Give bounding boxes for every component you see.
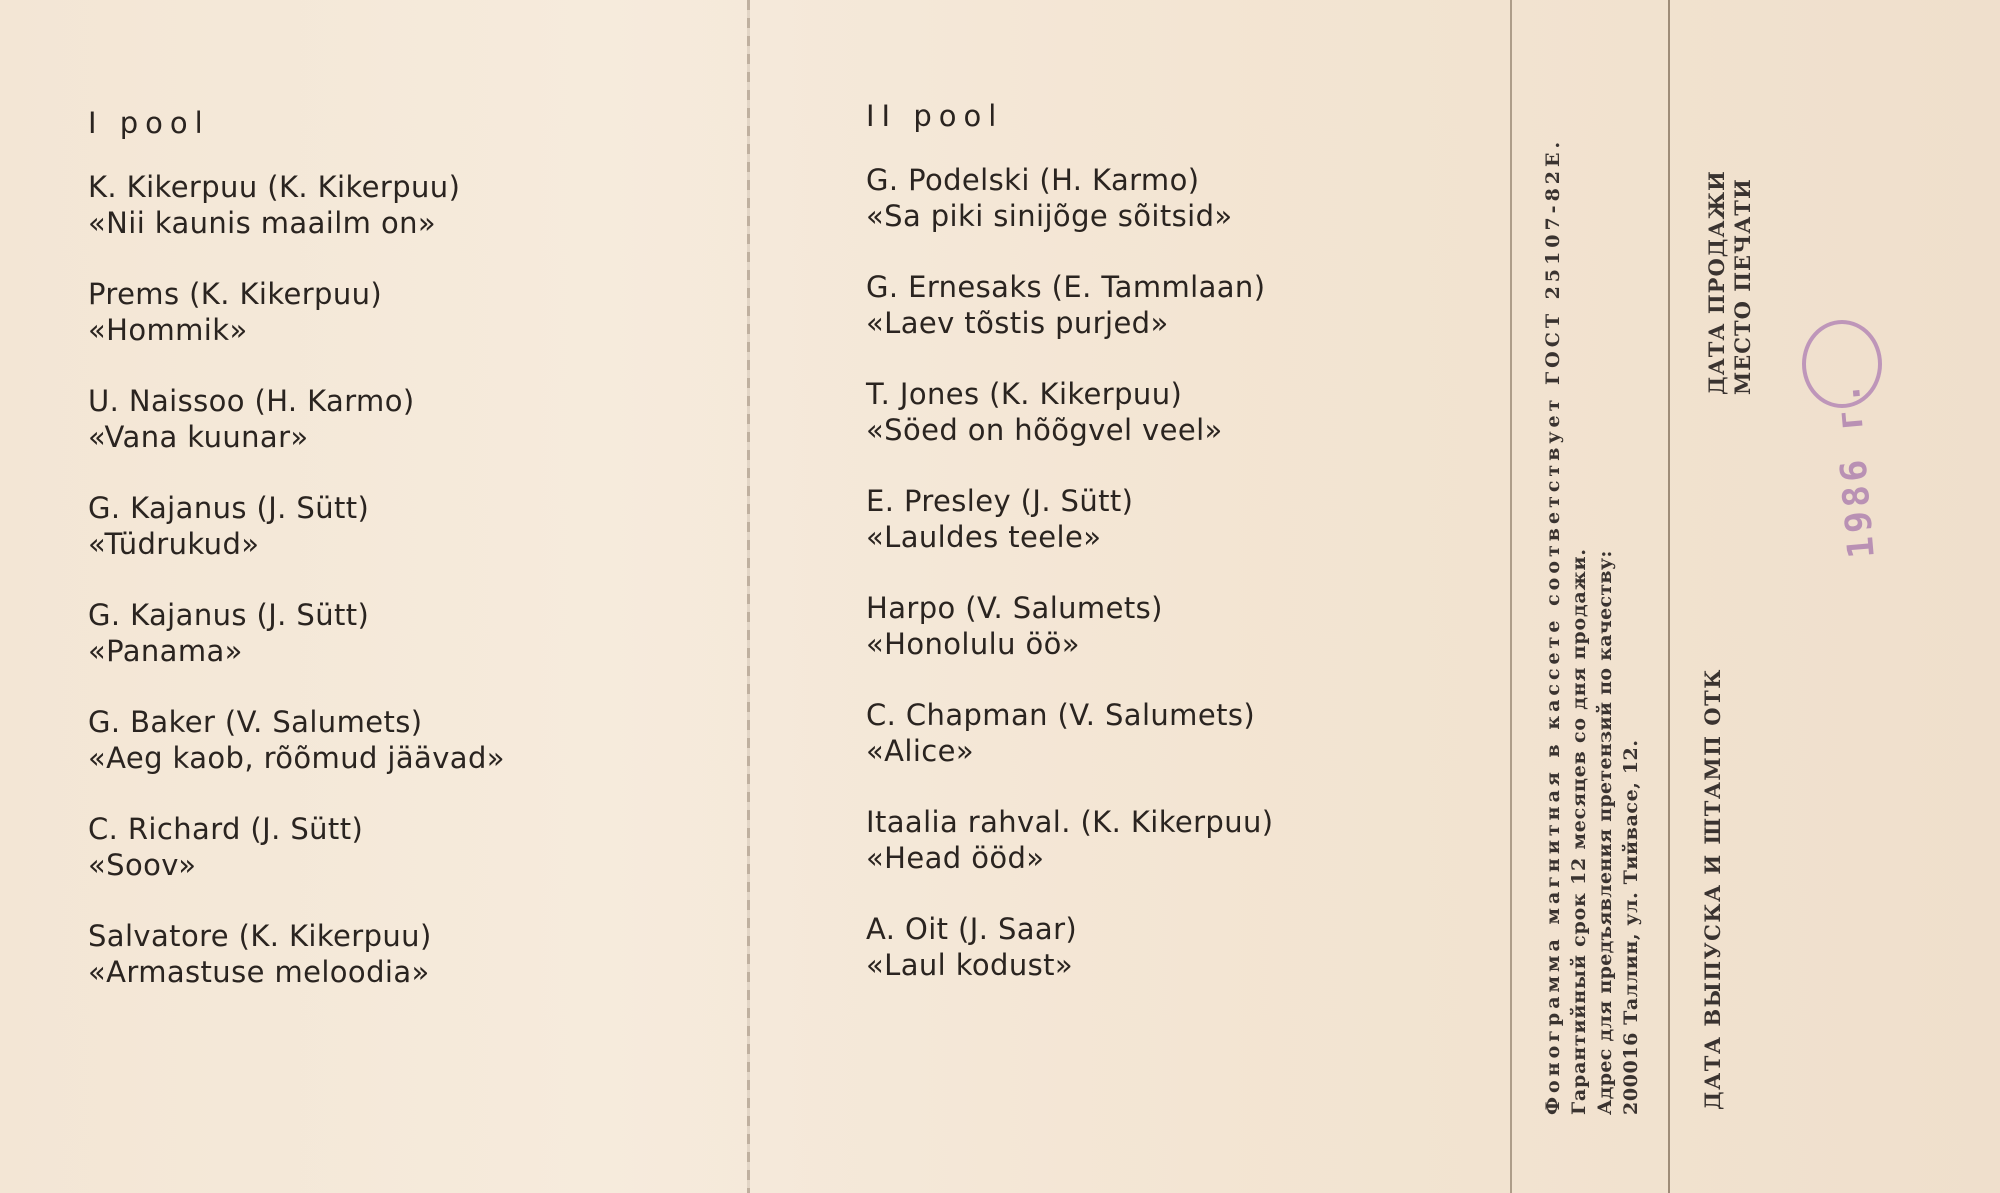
legal-notice xyxy=(1540,137,1644,1115)
track-composer: T. Jones (K. Kikerpuu) xyxy=(866,377,1183,411)
track-song: «Head ööd» xyxy=(866,841,1045,875)
track-item xyxy=(88,169,708,241)
track-composer: G. Kajanus (J. Sütt) xyxy=(88,491,370,525)
track-item xyxy=(88,811,708,883)
track-item xyxy=(866,697,1486,769)
track-item xyxy=(88,490,708,562)
track-song: «Sa piki sinijõge sõitsid» xyxy=(866,199,1233,233)
track-composer: Prems (K. Kikerpuu) xyxy=(88,277,383,311)
track-composer: C. Richard (J. Sütt) xyxy=(88,812,364,846)
track-item xyxy=(866,483,1486,555)
track-composer: C. Chapman (V. Salumets) xyxy=(866,698,1256,732)
track-item xyxy=(866,376,1486,448)
track-song: «Laev tõstis purjed» xyxy=(866,306,1169,340)
track-composer: G. Podelski (H. Karmo) xyxy=(866,163,1200,197)
track-item xyxy=(866,590,1486,662)
otk-stamp-label: ДАТА ВЫПУСКА И ШТАМП ОТК xyxy=(1700,668,1725,1110)
track-composer: U. Naissoo (H. Karmo) xyxy=(88,384,415,418)
track-item xyxy=(88,276,708,348)
legal-gost-line: Фонограмма магнитная в кассете соответствует ГОСТ 25107-82Е. xyxy=(1542,137,1564,1115)
track-composer: Harpo (V. Salumets) xyxy=(866,591,1163,625)
track-song: «Aeg kaob, rõõmud jäävad» xyxy=(88,741,505,775)
track-composer: K. Kikerpuu (K. Kikerpuu) xyxy=(88,170,461,204)
legal-warranty-line: Гарантийный срок 12 месяцев со дня продажи. xyxy=(1568,548,1590,1115)
track-item xyxy=(866,911,1486,983)
sale-date-label: ДАТА ПРОДАЖИ xyxy=(1704,170,1729,395)
track-composer: Itaalia rahval. (K. Kikerpuu) xyxy=(866,805,1274,839)
track-item xyxy=(866,269,1486,341)
legal-address-line: 200016 Таллин, ул. Тийвасе, 12. xyxy=(1620,739,1642,1115)
side-two-title: II pool xyxy=(866,99,1004,133)
sale-stamp-labels xyxy=(1704,170,1756,395)
legal-claims-line: Адрес для предъявления претензий по качеству: xyxy=(1594,550,1616,1115)
track-song: «Panama» xyxy=(88,634,243,668)
track-item xyxy=(88,597,708,669)
track-song: «Vana kuunar» xyxy=(88,420,309,454)
track-song: «Laul kodust» xyxy=(866,948,1074,982)
track-song: «Armastuse meloodia» xyxy=(88,955,430,989)
track-song: «Alice» xyxy=(866,734,975,768)
fold-line-right xyxy=(1668,0,1670,1193)
track-song: «Tüdrukud» xyxy=(88,527,260,561)
track-composer: E. Presley (J. Sütt) xyxy=(866,484,1134,518)
track-song: «Söed on hõõgvel veel» xyxy=(866,413,1223,447)
track-item xyxy=(88,918,708,990)
track-item xyxy=(866,162,1486,234)
track-song: «Soov» xyxy=(88,848,197,882)
fold-line-middle xyxy=(1510,0,1512,1193)
side-two-tracklist xyxy=(866,98,1486,1018)
track-composer: G. Baker (V. Salumets) xyxy=(88,705,423,739)
track-composer: G. Ernesaks (E. Tammlaan) xyxy=(866,270,1266,304)
side-one-title: I pool xyxy=(88,106,210,140)
track-composer: A. Oit (J. Saar) xyxy=(866,912,1078,946)
track-song: «Honolulu öö» xyxy=(866,627,1080,661)
track-composer: G. Kajanus (J. Sütt) xyxy=(88,598,370,632)
print-place-label: МЕСТО ПЕЧАТИ xyxy=(1730,178,1755,395)
track-song: «Nii kaunis maailm on» xyxy=(88,206,437,240)
fold-line-left xyxy=(747,0,750,1193)
track-composer: Salvatore (K. Kikerpuu) xyxy=(88,919,432,953)
track-song: «Hommik» xyxy=(88,313,248,347)
stamp-date: 1986 г. xyxy=(1826,377,1883,560)
track-item xyxy=(866,804,1486,876)
track-item xyxy=(88,704,708,776)
track-song: «Lauldes teele» xyxy=(866,520,1102,554)
side-one-tracklist xyxy=(88,105,708,1025)
track-item xyxy=(88,383,708,455)
